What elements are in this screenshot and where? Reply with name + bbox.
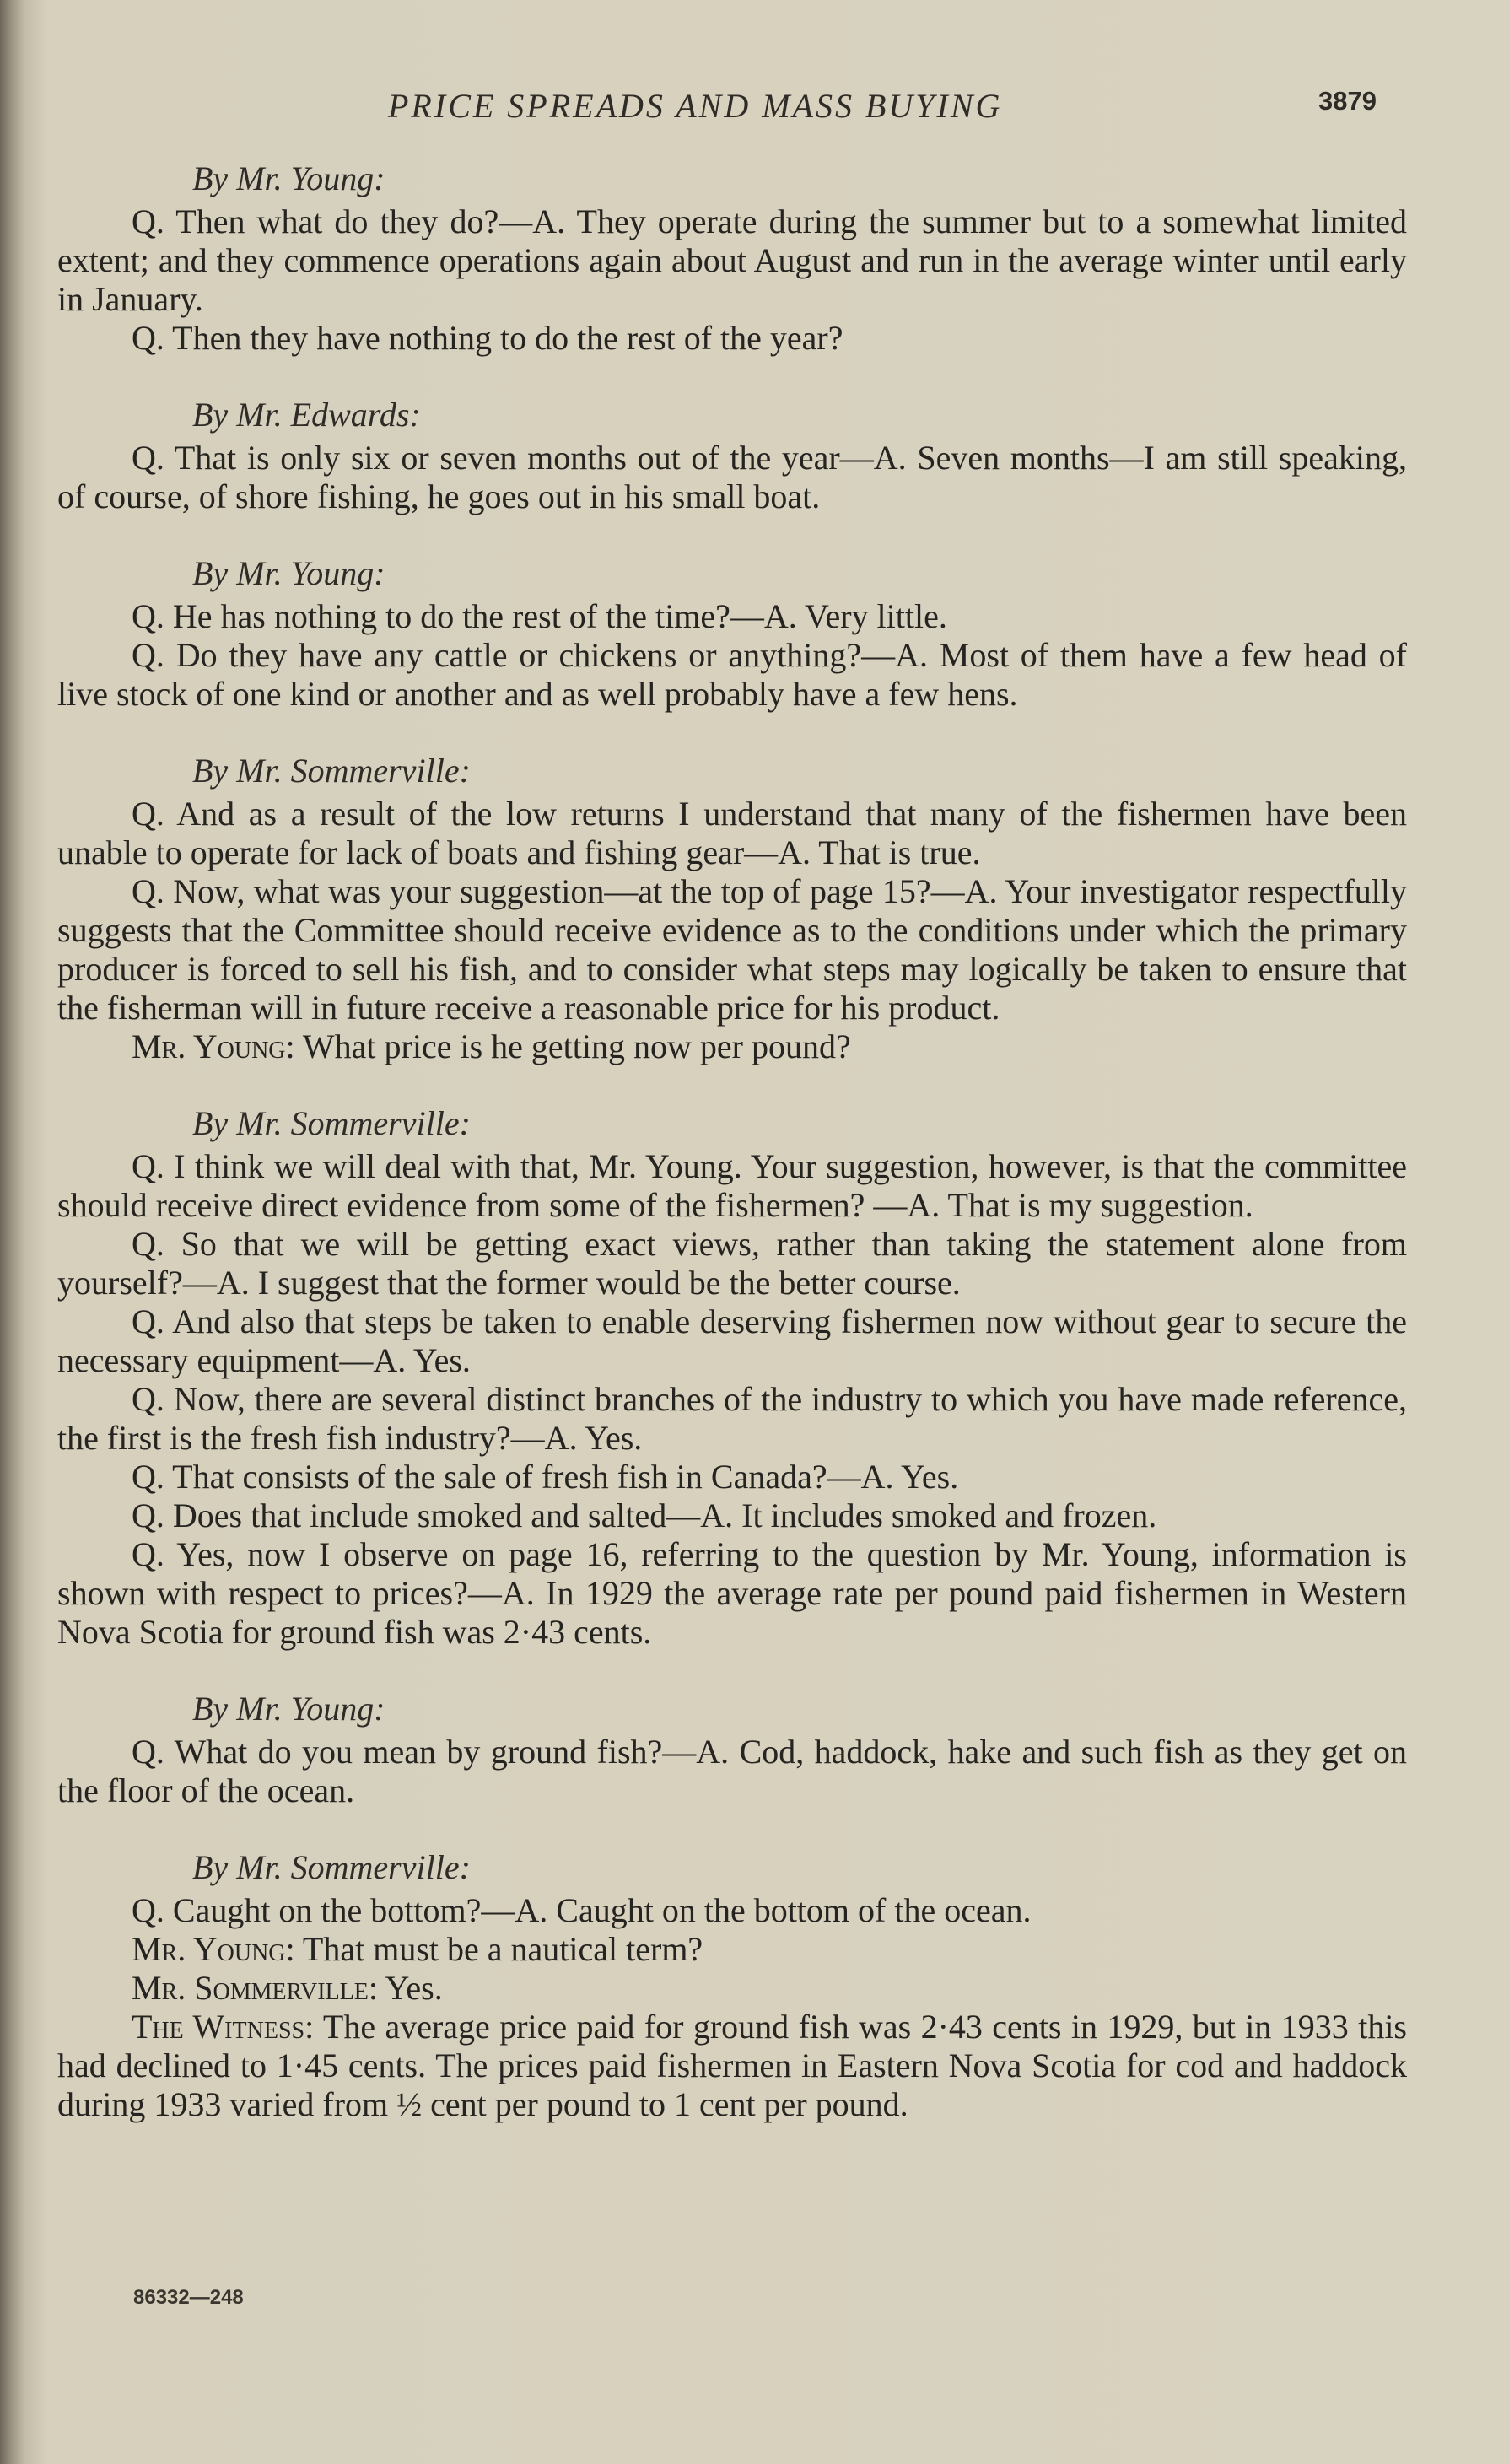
page-number: 3879 — [1318, 86, 1377, 116]
qa-paragraph: Q. Yes, now I observe on page 16, referring to the question by Mr. Young, information is shown with respect to prices?—A. In 1929 the average rate per pound paid fishermen in Western Nova Scotia for ground fish was 2·43 cents. — [57, 1535, 1407, 1651]
transcript-section — [57, 751, 1407, 1066]
speaker-heading: By Mr. Edwards: — [192, 396, 421, 434]
printer-code: 86332—248 — [133, 2286, 244, 2309]
qa-paragraph: Q. And as a result of the low returns I understand that many of the fishermen have been unable to operate for lack of boats and fishing gear—A. That is true. — [57, 795, 1407, 871]
speaker-heading: By Mr. Sommerville: — [192, 1848, 471, 1886]
speaker-heading: By Mr. Young: — [192, 159, 385, 197]
running-head: PRICE SPREADS AND MASS BUYING — [388, 87, 1003, 125]
qa-paragraph: Q. Caught on the bottom?—A. Caught on the bottom of the ocean. — [132, 1891, 1032, 1929]
qa-paragraph: Q. So that we will be getting exact views, rather than taking the statement alone from yourself?—A. I suggest that the former would be the better course. — [57, 1225, 1407, 1302]
speaker-heading: By Mr. Sommerville: — [192, 752, 471, 790]
speaker-heading: By Mr. Sommerville: — [192, 1104, 471, 1142]
statement-speaker: Mr. Young: — [132, 1930, 295, 1968]
qa-paragraph: Q. Then they have nothing to do the rest of the year? — [132, 319, 843, 357]
statement-text: That must be a nautical term? — [302, 1930, 703, 1968]
page-header — [0, 81, 1509, 132]
qa-paragraph: Q. Now, there are several distinct branches of the industry to which you have made reference, the first is the fresh fish industry?—A. Yes. — [57, 1380, 1407, 1457]
qa-paragraph: Q. He has nothing to do the rest of the time?—A. Very little. — [132, 597, 947, 635]
qa-paragraph: Q. That is only six or seven months out of the year—A. Seven months—I am still speaking, of course, of shore fishing, he goes out in his small boat. — [57, 439, 1407, 515]
qa-paragraph: Q. And also that steps be taken to enable deserving fishermen now without gear to secure the necessary equipment—A. Yes. — [57, 1302, 1407, 1379]
statement-text: Yes. — [385, 1969, 443, 2007]
transcript-section — [57, 1103, 1407, 1652]
qa-paragraph: Q. That consists of the sale of fresh fish in Canada?—A. Yes. — [132, 1458, 959, 1496]
qa-paragraph: Q. I think we will deal with that, Mr. Young. Your suggestion, however, is that the committee should receive direct evidence from some of the fishermen? —A. That is my suggestion. — [57, 1147, 1407, 1224]
transcript-section — [57, 159, 1407, 358]
statement-text: The average price paid for ground fish was 2·43 cents in 1929, but in 1933 this had declined to 1·45 cents. The prices paid fishermen in Eastern Nova Scotia for cod and haddock during 1933 varied from ½ cent per pound to 1 cent per pound. — [57, 2008, 1408, 2123]
statement-speaker: Mr. Young: — [132, 1027, 295, 1065]
qa-paragraph: Q. Now, what was your suggestion—at the top of page 15?—A. Your investigator respectfully suggests that the Committee should receive evidence as to the conditions under which the primary producer is forced to sell his fish, and to consider what steps may logically be taken to ensure that the fisherman will in future receive a reasonable price for his product. — [57, 872, 1407, 1027]
transcript-section — [57, 395, 1407, 516]
speaker-heading: By Mr. Young: — [192, 554, 385, 592]
transcript-body — [57, 159, 1407, 2161]
transcript-section — [57, 1847, 1407, 2124]
qa-paragraph: Q. What do you mean by ground fish?—A. Cod, haddock, hake and such fish as they get on the floor of the ocean. — [57, 1733, 1407, 1809]
speaker-heading: By Mr. Young: — [192, 1690, 385, 1728]
statement-text: What price is he getting now per pound? — [302, 1027, 851, 1065]
transcript-section — [57, 1689, 1407, 1810]
speaker-statement — [57, 1027, 1407, 1066]
transcript-section — [57, 553, 1407, 714]
speaker-statement — [57, 1969, 1407, 2008]
speaker-statement — [57, 2008, 1407, 2124]
qa-paragraph: Q. Do they have any cattle or chickens or anything?—A. Most of them have a few head of live stock of one kind or another and as well probably have a few hens. — [57, 636, 1407, 713]
speaker-statement — [57, 1930, 1407, 1969]
qa-paragraph: Q. Does that include smoked and salted—A. It includes smoked and frozen. — [132, 1496, 1157, 1534]
qa-paragraph: Q. Then what do they do?—A. They operate during the summer but to a somewhat limited extent; and they commence operations again about August and run in the average winter until early in January. — [57, 202, 1407, 318]
statement-speaker: Mr. Sommerville: — [132, 1969, 379, 2007]
statement-speaker: The Witness: — [132, 2008, 315, 2046]
